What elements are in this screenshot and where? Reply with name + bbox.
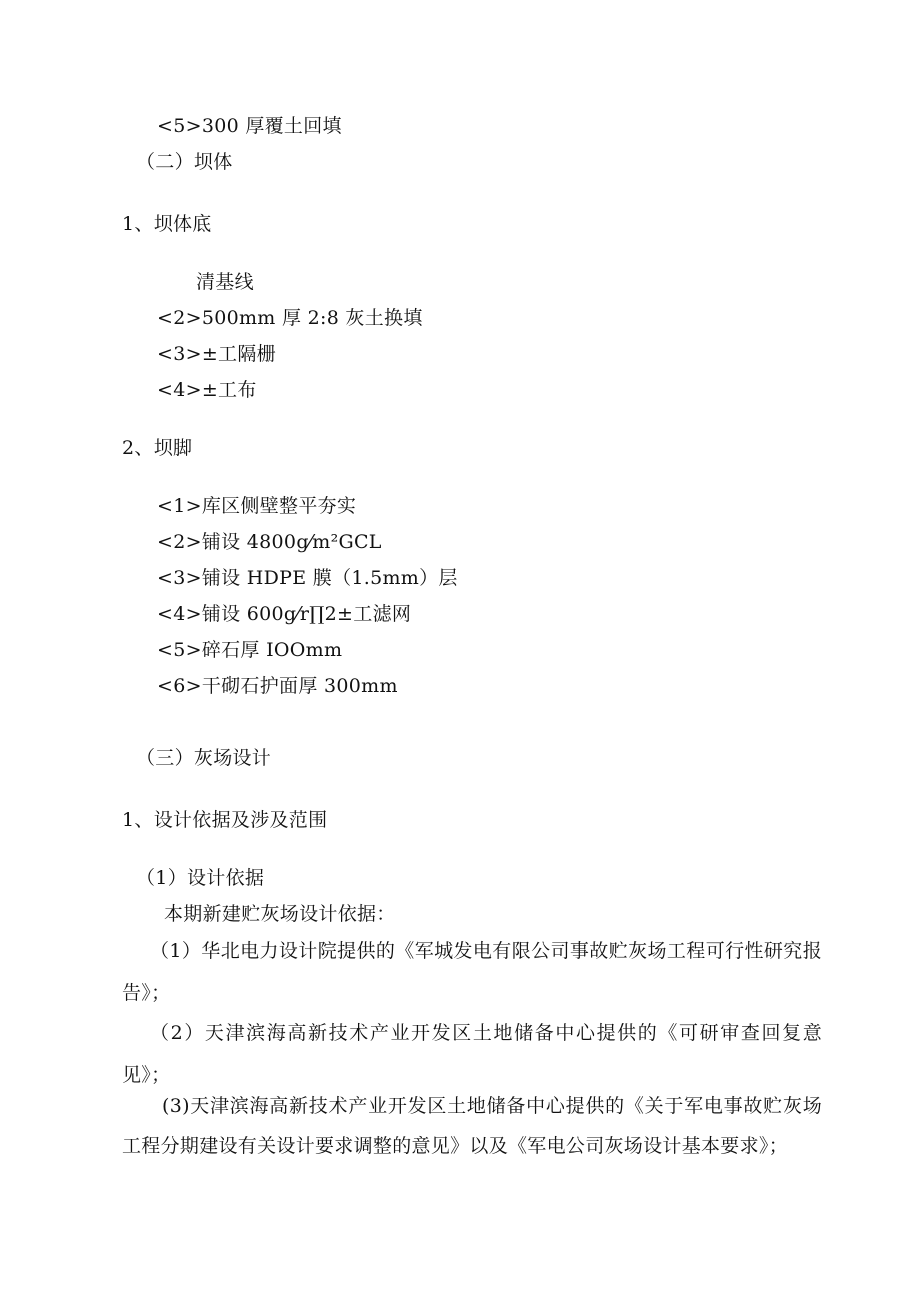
section-heading-dam-body: （二）坝体	[136, 151, 233, 173]
item-hdpe-membrane: <3>铺设 HDPE 膜（1.5mm）层	[157, 567, 458, 589]
item-filter-net: <4>铺设 600g⁄r∏2±工滤网	[157, 603, 412, 625]
item-compact-side-wall: <1>库区侧壁整平夯实	[157, 495, 357, 517]
item-clear-base-line: 清基线	[196, 271, 254, 293]
item-dry-masonry: <6>干砌石护面厚 300mm	[157, 675, 398, 697]
item-gcl-layer: <2>铺设 4800g⁄m²GCL	[157, 531, 382, 553]
subheading-design-basis: （1）设计依据	[136, 867, 265, 889]
paragraph-basis-2: （2）天津滨海高新技术产业开发区土地储备中心提供的《可研审查回复意见》；	[122, 1022, 822, 1086]
subheading-dam-bottom: 1、坝体底	[122, 213, 212, 235]
item-geogrid: <3>±工隔栅	[157, 343, 276, 365]
item-gravel: <5>碎石厚 IOOmm	[157, 639, 343, 661]
paragraph-basis-3: (3)天津滨海高新技术产业开发区土地储备中心提供的《关于军电事故贮灰场工程分期建设有关设计要求调整的意见》以及《军电公司灰场设计基本要求》；	[122, 1095, 822, 1157]
paragraph-basis-1: （1）华北电力设计院提供的《军城发电有限公司事故贮灰场工程可行性研究报告》；	[122, 940, 822, 1004]
item-geotextile: <4>±工布	[157, 379, 257, 401]
subheading-dam-foot: 2、坝脚	[122, 437, 193, 459]
subheading-design-basis-scope: 1、设计依据及涉及范围	[122, 809, 328, 831]
section-heading-ash-yard-design: （三）灰场设计	[136, 747, 272, 769]
paragraph-intro: 本期新建贮灰场设计依据：	[164, 903, 396, 925]
item-backfill-300: <5>300 厚覆土回填	[157, 115, 342, 137]
item-lime-soil-fill: <2>500mm 厚 2:8 灰土换填	[157, 307, 423, 329]
